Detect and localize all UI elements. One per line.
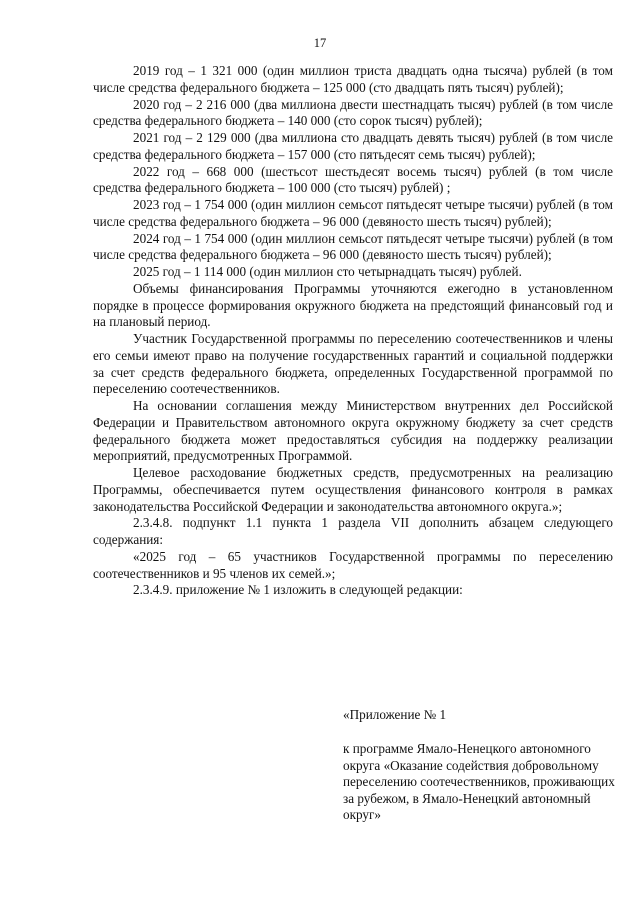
paragraph-2022: 2022 год – 668 000 (шестьсот шестьдесят восемь тысяч) рублей (в том числе средства федерального бюджета – 100 000 (сто тысяч) рублей) ;: [93, 163, 613, 196]
paragraph-2020: 2020 год – 2 216 000 (два миллиона двести шестнадцать тысяч) рублей (в том числе средства федерального бюджета – 140 000 (сто сорок тысяч) рублей);: [93, 96, 613, 129]
appendix-description: к программе Ямало-Ненецкого автономного округа «Оказание содействия добровольному переселению соотечественников, проживающих за рубежом, в Ямало-Ненецкий автономный округ»: [343, 741, 615, 822]
paragraph-2021: 2021 год – 2 129 000 (два миллиона сто двадцать девять тысяч) рублей (в том числе средства федерального бюджета – 157 000 (сто пятьдесят семь тысяч) рублей);: [93, 130, 613, 162]
document-body: [93, 63, 613, 599]
paragraph-participant-rights: Участник Государственной программы по переселению соотечественников и члены его семьи имеют право на получение государственных гарантий и социальной поддержки за счет средств федерального бюджета, определенных Государственной программой по переселению соотечественников.: [93, 331, 613, 397]
appendix-title: «Приложение № 1: [343, 707, 447, 722]
paragraph-agreement-subsidy: На основании соглашения между Министерством внутренних дел Российской Федерации и Правительством автономного округа окружному бюджету за счет средств федерального бюджета может предоставляться субсидия на поддержку реализации мероприятий, предусмотренных Программой.: [93, 398, 613, 464]
appendix-text-block: [343, 741, 623, 824]
paragraph-2024: 2024 год – 1 754 000 (один миллион семьсот пятьдесят четыре тысячи) рублей (в том числе средства федерального бюджета – 96 000 (девяносто шесть тысяч) рублей);: [93, 230, 613, 263]
page-number: 17: [313, 36, 327, 50]
paragraph-clause-2-3-4-9: 2.3.4.9. приложение № 1 изложить в следующей редакции:: [133, 582, 463, 598]
paragraph-2023: 2023 год – 1 754 000 (один миллион семьсот пятьдесят четыре тысячи) рублей (в том числе средства федерального бюджета – 96 000 (девяносто шесть тысяч) рублей);: [93, 197, 613, 229]
paragraph-2019: 2019 год – 1 321 000 (один миллион триста двадцать одна тысяча) рублей (в том числе средства федерального бюджета – 125 000 (сто двадцать пять тысяч) рублей);: [93, 63, 613, 95]
appendix-title-block: [343, 707, 623, 724]
paragraph-quote-2025: «2025 год – 65 участников Государственной программы по переселению соотечественников и 95 членов их семей.»;: [93, 548, 613, 581]
paragraph-target-spending: Целевое расходование бюджетных средств, предусмотренных на реализацию Программы, обеспечивается путем осуществления финансового контроля в рамках законодательства Российской Федерации и законодательства автономного округа.»;: [93, 465, 613, 514]
paragraph-2025: 2025 год – 1 114 000 (один миллион сто четырнадцать тысяч) рублей.: [133, 264, 522, 279]
paragraph-clause-2-3-4-8: 2.3.4.8. подпункт 1.1 пункта 1 раздела VII дополнить абзацем следующего содержания:: [93, 515, 613, 547]
paragraph-funding-volumes: Объемы финансирования Программы уточняются ежегодно в установленном порядке в процессе формирования окружного бюджета на предстоящий финансовый год и на плановый период.: [93, 280, 613, 330]
